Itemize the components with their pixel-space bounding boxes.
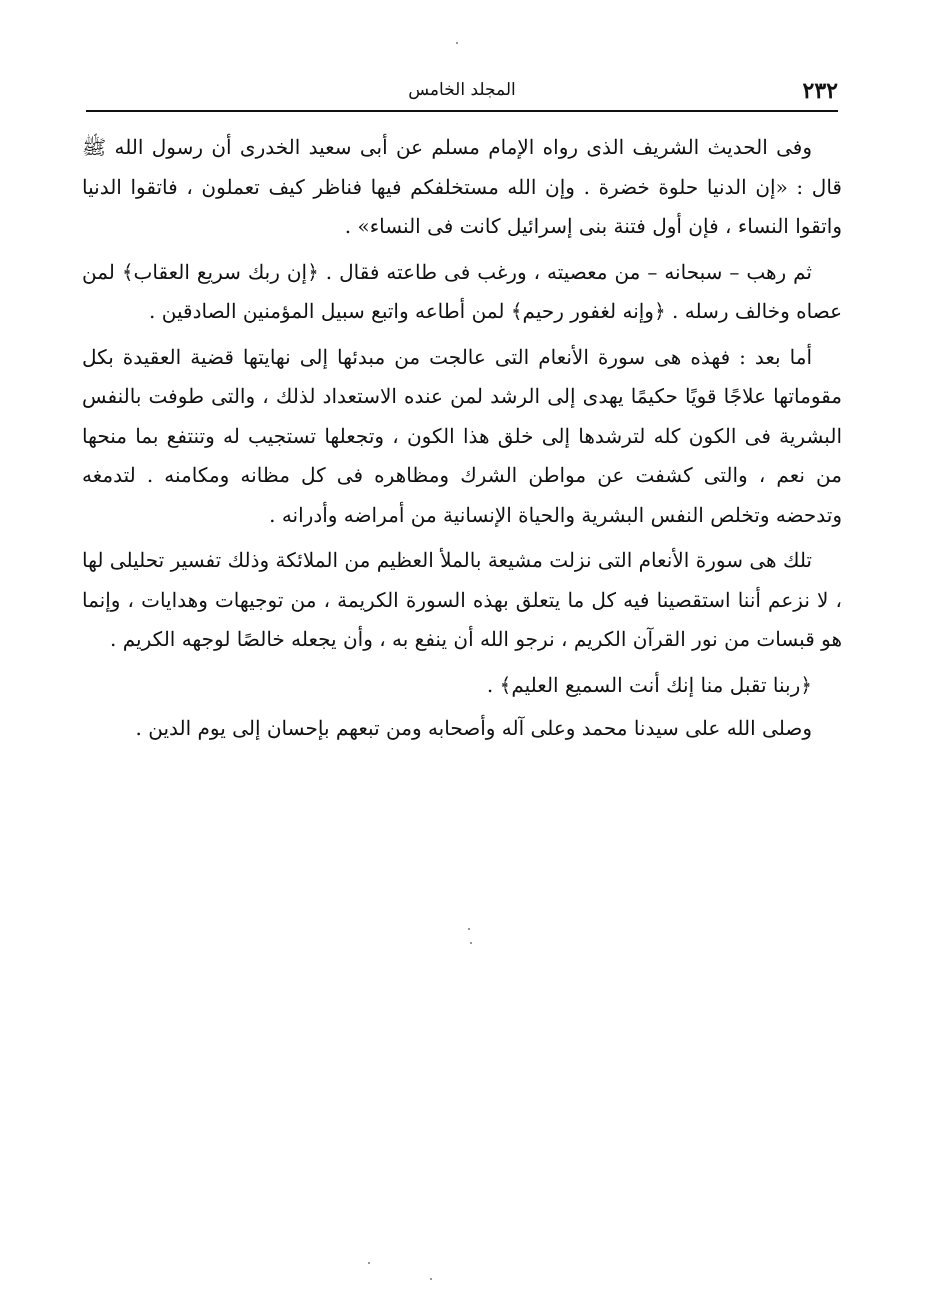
scan-speck: [470, 942, 472, 944]
scan-speck: [430, 1278, 432, 1280]
paragraph-warning: ثم رهب – سبحانه – من معصيته ، ورغب فى طاعته فقال . ﴿إن ربك سريع العقاب﴾ لمن عصاه وخالف رسله . ﴿وإنه لغفور رحيم﴾ لمن أطاعه واتبع سبيل المؤمنين الصادقين .: [82, 259, 842, 323]
page-header: [86, 72, 838, 106]
paragraph-summary: أما بعد : فهذه هى سورة الأنعام التى عالجت من مبدئها إلى نهايتها قضية العقيدة بكل مقوماتها علاجًا قويًا حكيمًا يهدى إلى الرشد لمن عنده الاستعداد لذلك ، والتى طوفت بالنفس البشرية فى الكون كله لترشدها إلى خلق هذا الكون ، وتجعلها تستجيب له وتنتفع بما منحها من نعم ، والتى كشفت عن مواطن الشرك ومظاهره فى كل مظانه ومكامنه . لتدمغه وتدحضه وتخلص النفس البشرية والحياة الإنسانية من أمراضه وأدرانه .: [82, 344, 842, 527]
page-body: [82, 128, 842, 755]
paragraph-closing: تلك هى سورة الأنعام التى نزلت مشيعة بالملأ العظيم من الملائكة وذلك تفسير تحليلى لها ، لا نزعم أننا استقصينا فيه كل ما يتعلق بهذه السورة الكريمة ، من توجيهات وهدايات ، وإنما هو قبسات من نور القرآن الكريم ، نرجو الله أن ينفع به ، وأن يجعله خالصًا لوجهه الكريم .: [82, 548, 842, 651]
scan-speck: [368, 1262, 370, 1264]
paragraph-hadith: وفى الحديث الشريف الذى رواه الإمام مسلم عن أبى سعيد الخدرى أن رسول الله ﷺ قال : «إن الدنيا حلوة خضرة . وإن الله مستخلفكم فيها فناظر كيف تعملون ، فاتقوا الدنيا واتقوا النساء ، فإن أول فتنة بنى إسرائيل كانت فى النساء» .: [82, 135, 842, 238]
paragraph-supplication: ﴿ربنا تقبل منا إنك أنت السميع العليم﴾ .: [486, 672, 812, 697]
header-divider: [86, 110, 838, 112]
paragraph-salutation: وصلى الله على سيدنا محمد وعلى آله وأصحابه ومن تبعهم بإحسان إلى يوم الدين .: [135, 716, 812, 740]
running-title: المجلد الخامس: [408, 80, 516, 100]
scan-speck: [468, 928, 470, 930]
scan-speck: [456, 42, 458, 44]
page-number: ٢٣٢: [802, 78, 838, 104]
